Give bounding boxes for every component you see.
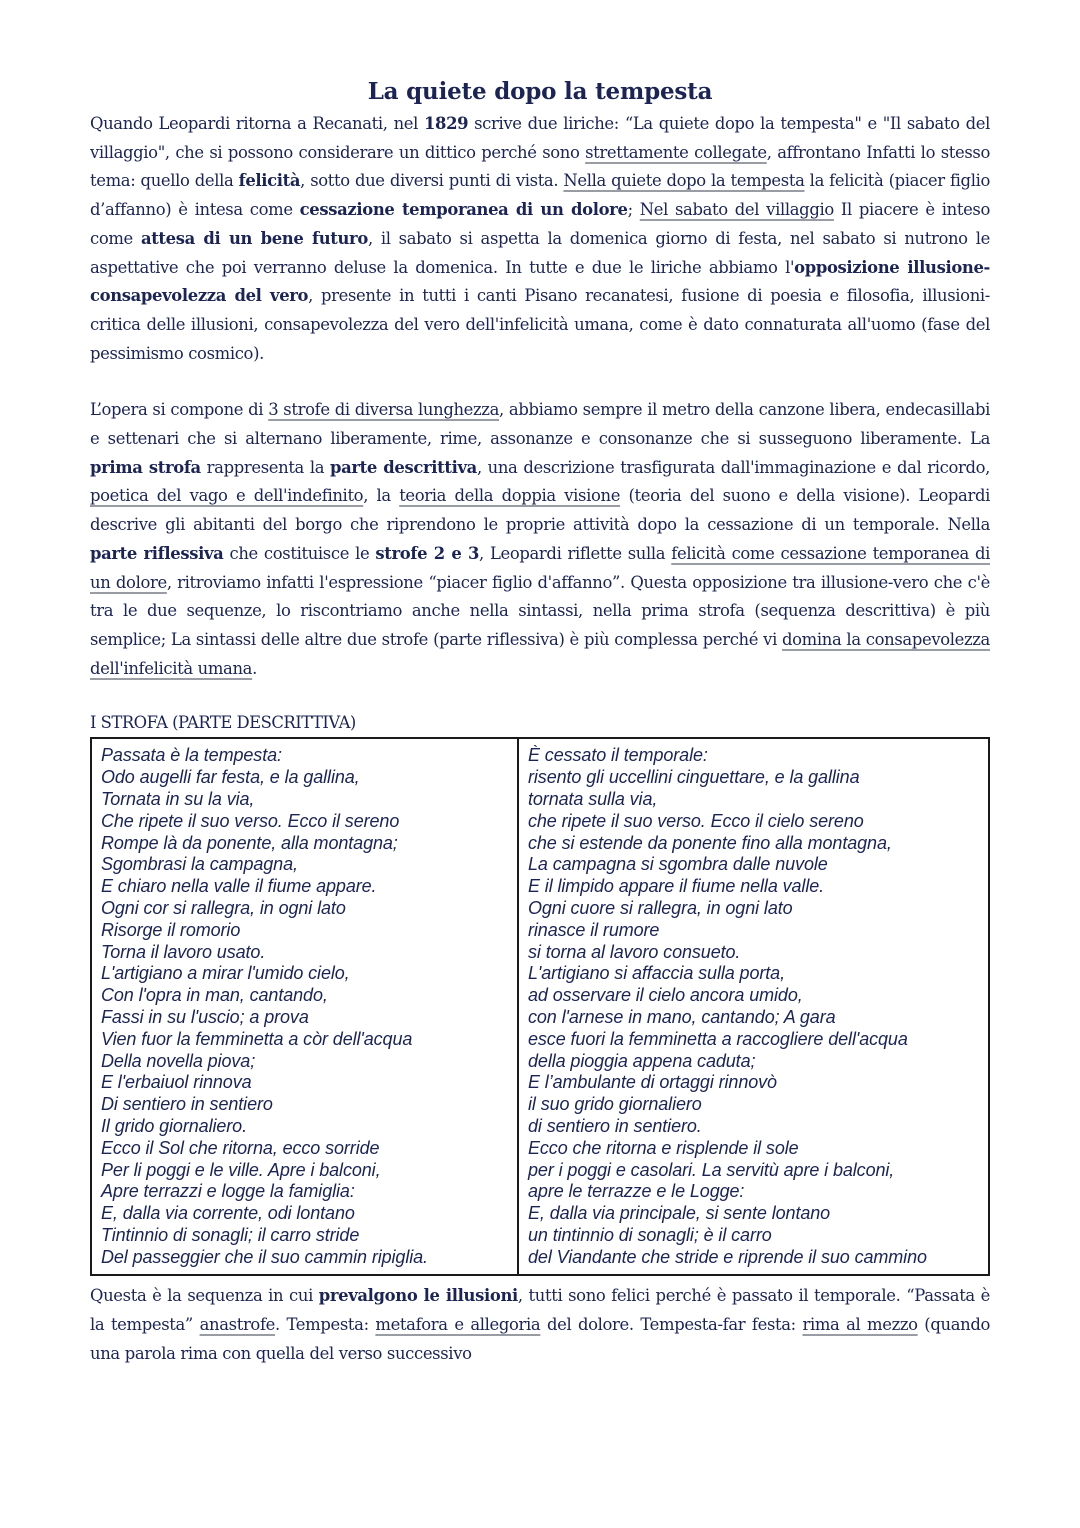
verse-line: Il grido giornaliero. (101, 1115, 247, 1136)
poem-comparison-table (90, 737, 990, 1276)
paraphrase-line: È cessato il temporale: (528, 745, 708, 766)
underlined-phrase: anastrofe (199, 1315, 276, 1335)
text: (teoria del suono e della visione). Leopardi descrive gli abitanti del borgo che riprendono le proprie attività dopo la cessazione di un temporale. Nella (90, 486, 990, 535)
text: Quando Leopardi ritorna a Recanati, nel (90, 114, 424, 133)
analysis-paragraph (90, 1282, 990, 1368)
paraphrase-line: risento gli uccellini cinguettare, e la gallina (528, 767, 860, 788)
text: scrive due liriche: “La quiete dopo la tempesta" e "Il sabato del villaggio", che si possono considerare un dittico perché sono (90, 114, 990, 162)
paraphrase-line: tornata sulla via, (528, 788, 658, 809)
underlined-phrase: domina la consapevolezza dell'infelicità umana (90, 629, 990, 678)
text: , Leopardi riflette sulla (479, 543, 672, 563)
bold-phrase: parte riflessiva (90, 543, 224, 563)
underlined-phrase: Nella quiete dopo la tempesta (563, 171, 805, 191)
underlined-phrase: rima al mezzo (802, 1315, 918, 1335)
text: (quando una parola rima con quella del verso successivo (90, 1315, 990, 1363)
text: , affrontano Infatti lo stesso tema: quello della (90, 142, 990, 191)
verse-line: Torna il lavoro usato. (101, 941, 266, 962)
verse-line: E chiaro nella valle il fiume appare. (101, 876, 377, 897)
bold-phrase: felicità (238, 171, 301, 191)
text: , sotto due diversi punti di vista. (300, 171, 564, 191)
paraphrase-line: Ecco che ritorna e risplende il sole (528, 1137, 799, 1158)
paraphrase-line: di sentiero in sentiero. (528, 1115, 702, 1136)
verse-line: Che ripete il suo verso. Ecco il sereno (101, 810, 400, 831)
page-title: La quiete dopo la tempesta (367, 78, 713, 105)
paraphrase-line: E il limpido appare il fiume nella valle. (528, 876, 825, 897)
underlined-phrase: poetica del vago e dell'indefinito (90, 486, 364, 506)
intro-paragraph (90, 110, 990, 368)
verse-line: Del passeggier che il suo cammin ripiglia. (101, 1246, 428, 1267)
verse-line: Ogni cor si rallegra, in ogni lato (101, 897, 346, 918)
underlined-phrase: 3 strofe di diversa lunghezza (268, 400, 500, 420)
paraphrase-line: Ogni cuore si rallegra, in ogni lato (528, 897, 793, 918)
bold-phrase: parte descrittiva (330, 457, 477, 477)
paraphrase-line: si torna al lavoro consueto. (528, 941, 741, 962)
underlined-phrase: strettamente collegate (585, 142, 767, 162)
verse-line: Sgombrasi la campagna, (101, 854, 298, 875)
verse-line: Della novella piova; (101, 1050, 256, 1071)
paraphrase-line: apre le terrazze e le Logge: (528, 1181, 745, 1202)
underlined-phrase: teoria della doppia visione (399, 486, 621, 506)
section-heading: I STROFA (PARTE DESCRITTIVA) (90, 713, 356, 733)
text: la felicità (piacer figlio d’affanno) è intesa come (90, 171, 990, 220)
paraphrase-line: che si estende da ponente fino alla montagna, (528, 832, 892, 853)
paraphrase-line: del Viandante che stride e riprende il suo cammino (528, 1246, 927, 1267)
verse-line: Odo augelli far festa, e la gallina, (101, 767, 360, 788)
verse-line: Tintinnio di sonagli; il carro stride (101, 1224, 360, 1245)
verse-line: Fassi in su l'uscio; a prova (101, 1006, 309, 1027)
verse-line: Apre terrazzi e logge la famiglia: (101, 1181, 355, 1202)
paraphrase-line: La campagna si sgombra dalle nuvole (528, 854, 828, 875)
text: , presente in tutti i canti Pisano recanatesi, fusione di poesia e filosofia, illusioni-critica delle illusioni, consapevolezza del vero dell'infelicità umana, come è dato connaturata all'uomo (fase del pessimismo cosmico). (90, 286, 990, 363)
paraphrase-line: che ripete il suo verso. Ecco il cielo sereno (528, 810, 864, 831)
text: . Tempesta: (275, 1315, 376, 1335)
paraphrase-line: per i poggi e casolari. La servitù apre i balconi, (528, 1159, 895, 1180)
text: , il sabato si aspetta la domenica giorno di festa, nel sabato si nutrono le aspettative che poi verranno deluse la domenica. In tutte e due le liriche abbiamo l' (90, 228, 990, 277)
paraphrase-line: rinasce il rumore (528, 919, 660, 940)
text: . (252, 658, 257, 678)
text: , ritroviamo infatti l'espressione “piacer figlio d'affanno”. Questa opposizione tra illusione-vero che c'è tra le due sequenze, lo riscontriamo anche nella sintassi, nella prima strofa (sequenza descrittiva) è più semplice; La sintassi delle altre due strofe (parte riflessiva) è più complessa perché vi (90, 572, 990, 649)
verse-line: Vien fuor la femminetta a còr dell'acqua (101, 1028, 413, 1049)
paraphrase-verses-cell (518, 738, 989, 1275)
bold-phrase: strofe 2 e 3 (375, 543, 480, 563)
text: Questa è la sequenza in cui (90, 1286, 319, 1306)
bold-phrase: cessazione temporanea di un dolore (299, 200, 628, 220)
paraphrase-line: esce fuori la femminetta a raccogliere dell'acqua (528, 1028, 908, 1049)
paraphrase-line: ad osservare il cielo ancora umido, (528, 985, 803, 1006)
text: che costituisce le (223, 543, 376, 563)
paraphrase-line: della pioggia appena caduta; (528, 1050, 756, 1071)
paraphrase-line: un tintinnio di sonagli; è il carro (528, 1224, 772, 1245)
verse-line: Con l'opra in man, cantando, (101, 985, 328, 1006)
bold-phrase: prima strofa (90, 457, 201, 477)
bold-year: 1829 (423, 114, 469, 133)
original-verses-cell (91, 738, 518, 1275)
bold-phrase: prevalgono le illusioni (318, 1286, 518, 1306)
verse-line: E l'erbaiuol rinnova (101, 1072, 252, 1093)
paraphrase-line: E, dalla via principale, si sente lontano (528, 1203, 831, 1224)
text: , abbiamo sempre il metro della canzone libera, endecasillabi e settenari che si alternano liberamente, rime, assonanze e consonanze che si susseguono liberamente. La (90, 400, 990, 449)
verse-line: Passata è la tempesta: (101, 745, 282, 766)
bold-phrase: opposizione illusione-consapevolezza del vero (90, 257, 990, 306)
verse-line: Di sentiero in sentiero (101, 1094, 273, 1115)
verse-line: Rompe là da ponente, alla montagna; (101, 832, 398, 853)
table-row (91, 738, 989, 1275)
paraphrase-line: L'artigiano si affaccia sulla porta, (528, 963, 785, 984)
text: L’opera si compone di (90, 400, 269, 420)
document-page (90, 76, 990, 1369)
text: del dolore. Tempesta-far festa: (540, 1315, 803, 1335)
underlined-phrase: Nel sabato del villaggio (639, 200, 834, 220)
paraphrase-line: E l’ambulante di ortaggi rinnovò (528, 1072, 777, 1093)
underlined-phrase: metafora e allegoria (375, 1315, 541, 1335)
verse-line: Risorge il romorio (101, 919, 241, 940)
text: , tutti sono felici perché è passato il temporale. “Passata è la tempesta” (90, 1286, 990, 1335)
paraphrase-line: con l'arnese in mano, cantando; A gara (528, 1006, 836, 1027)
text: , una descrizione trasfigurata dall'immaginazione e dal ricordo, (476, 457, 990, 477)
underlined-phrase: felicità come cessazione temporanea di un dolore (90, 543, 990, 592)
verse-line: L'artigiano a mirar l'umido cielo, (101, 963, 350, 984)
verse-line: Ecco il Sol che ritorna, ecco sorride (101, 1137, 380, 1158)
verse-line: Tornata in su la via, (101, 788, 255, 809)
structure-paragraph (90, 396, 990, 683)
paraphrase-line: il suo grido giornaliero (528, 1094, 702, 1115)
text: ; (627, 200, 640, 220)
paragraph-spacer (90, 368, 990, 396)
verse-line: E, dalla via corrente, odi lontano (101, 1203, 355, 1224)
text: Il piacere è inteso come (90, 200, 990, 248)
verse-line: Per li poggi e le ville. Apre i balconi, (101, 1159, 381, 1180)
text: , la (363, 486, 400, 506)
text: rappresenta la (200, 457, 330, 477)
bold-phrase: attesa di un bene futuro (140, 228, 368, 248)
